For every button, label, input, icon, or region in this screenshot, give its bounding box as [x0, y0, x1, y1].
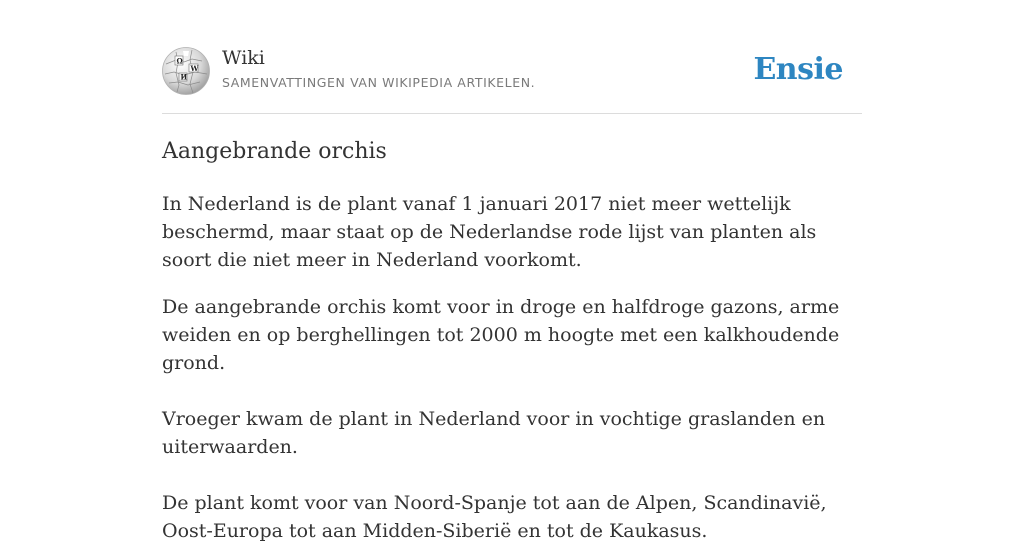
svg-text:W: W: [190, 64, 199, 73]
article-paragraph: De aangebrande orchis komt voor in droge en halfdroge gazons, arme weiden en op berghellingen tot 2000 m hoogte met een kalkhoudende grond.: [162, 296, 840, 374]
header-divider: [162, 113, 862, 114]
brand-logo[interactable]: Ensie: [753, 52, 843, 87]
svg-text:Ω: Ω: [176, 56, 183, 66]
article: [162, 136, 862, 545]
article-paragraph: De plant komt voor van Noord-Spanje tot aan de Alpen, Scandinavië, Oost-Europa tot aan Midden-Siberië en tot de Kaukasus.: [162, 492, 827, 542]
svg-text:И: И: [180, 72, 188, 82]
site-tagline: SAMENVATTINGEN VAN WIKIPEDIA ARTIKELEN.: [222, 75, 536, 90]
site-name[interactable]: Wiki: [222, 47, 265, 69]
site-header: [162, 46, 862, 96]
article-title: Aangebrande orchis: [162, 139, 387, 164]
wikipedia-globe-icon[interactable]: [162, 47, 210, 95]
article-paragraph: Vroeger kwam de plant in Nederland voor in vochtige graslanden en uiterwaarden.: [162, 408, 826, 458]
article-paragraph: In Nederland is de plant vanaf 1 januari 2017 niet meer wettelijk beschermd, maar staat op de Nederlandse rode lijst van planten als soort die niet meer in Nederland voorkomt.: [162, 193, 817, 271]
